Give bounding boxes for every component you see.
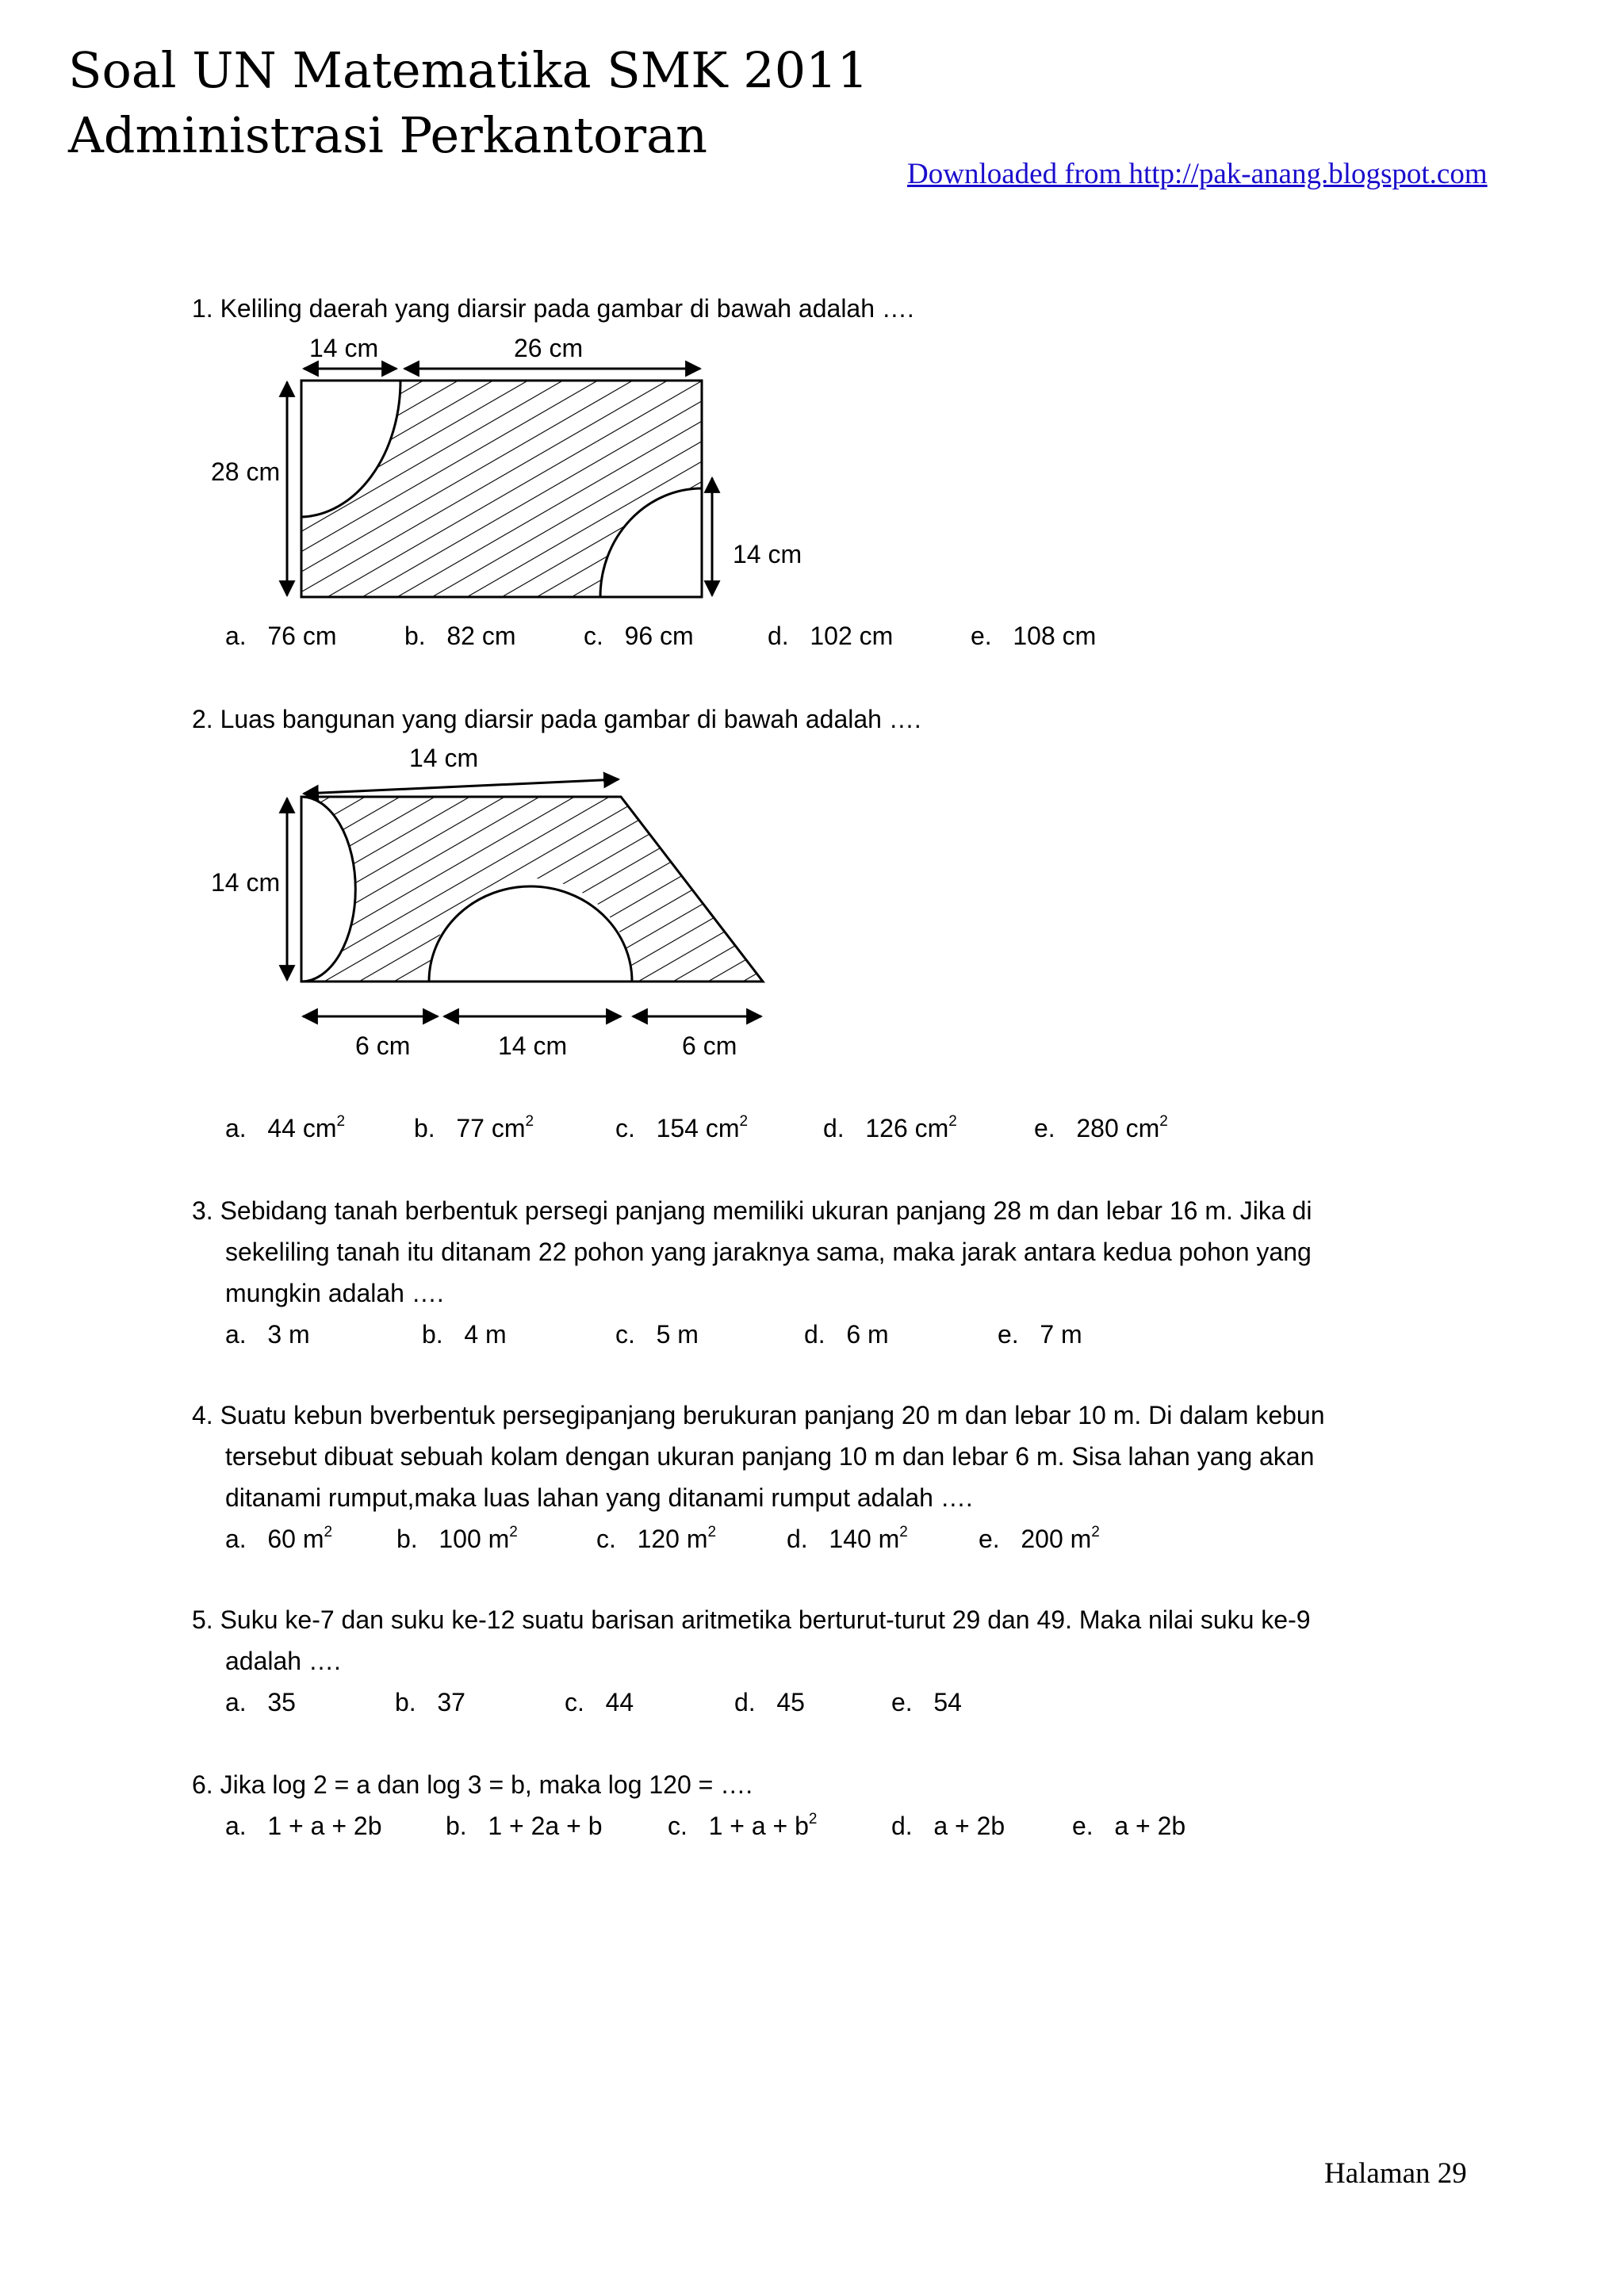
option-e[interactable]: e. 200 $m^2$ — [979, 1524, 1100, 1553]
option-b[interactable]: b. 100 $m^2$ — [396, 1524, 518, 1553]
question-4-line-3: ditanami rumput,maka luas lahan yang ditanami rumput adalah …. — [225, 1483, 973, 1512]
option-e[interactable]: e. 108 cm — [971, 622, 1097, 650]
question-6 — [192, 1772, 753, 1797]
option-c[interactable]: c. 96 cm — [584, 622, 694, 650]
page-number: Halaman 29 — [1324, 2157, 1467, 2190]
question-text: Suatu kebun bverbentuk persegipanjang berukuran panjang 20 m dan lebar 10 m. Di dalam kebun — [220, 1401, 1325, 1429]
figure-2-shaded-region — [301, 797, 763, 982]
fig1-label-top-left: 14 cm — [309, 334, 379, 362]
question-3-line-3: mungkin adalah …. — [225, 1279, 444, 1307]
option-d[interactable]: d. a + 2b — [891, 1812, 1005, 1840]
option-a[interactable]: a. 60 $m^2$ — [225, 1524, 333, 1553]
question-4-line-2: tersebut dibuat sebuah kolam dengan ukuran panjang 10 m dan lebar 6 m. Sisa lahan yang akan — [225, 1442, 1315, 1471]
option-c[interactable]: c. 5 m — [615, 1320, 699, 1349]
option-e[interactable]: e. a + 2b — [1072, 1812, 1186, 1840]
question-5 — [192, 1607, 1311, 1632]
question-2 — [192, 706, 921, 732]
option-a[interactable]: a. 76 cm — [225, 622, 337, 650]
fig2-label-bottom-left: 6 cm — [355, 1031, 411, 1060]
download-link[interactable]: Downloaded from http://pak-anang.blogspot.com — [907, 158, 1488, 190]
question-text: Jika log 2 = a dan log 3 = b, maka log 120 = …. — [220, 1770, 753, 1799]
question-number: 6. — [192, 1770, 213, 1799]
option-d[interactable]: d. 45 — [734, 1688, 805, 1716]
option-b[interactable]: b. 1 + 2a + b — [446, 1812, 603, 1840]
question-text: Suku ke-7 dan suku ke-12 suatu barisan aritmetika berturut-turut 29 dan 49. Maka nilai suku ke-9 — [220, 1605, 1311, 1634]
fig1-label-right: 14 cm — [733, 540, 802, 568]
option-d[interactable]: d. 126 $cm^2$ — [823, 1113, 957, 1142]
option-e[interactable]: e. 7 m — [998, 1320, 1082, 1349]
option-c[interactable]: c. $1 + a + b^2$ — [668, 1811, 818, 1840]
fig1-label-top-right: 26 cm — [514, 334, 584, 362]
question-number: 4. — [192, 1401, 213, 1429]
question-5-line-2: adalah …. — [225, 1647, 341, 1675]
question-number: 5. — [192, 1605, 213, 1634]
option-d[interactable]: d. 102 cm — [768, 622, 894, 650]
question-text: Keliling daerah yang diarsir pada gambar di bawah adalah …. — [220, 294, 914, 323]
question-3-line-2: sekeliling tanah itu ditanam 22 pohon yang jaraknya sama, maka jarak antara kedua pohon yang — [225, 1238, 1312, 1266]
doc-subtitle: Administrasi Perkantoran — [68, 106, 708, 164]
option-d[interactable]: d. 140 $m^2$ — [787, 1524, 908, 1553]
option-e[interactable]: e. 54 — [891, 1688, 962, 1716]
option-d[interactable]: d. 6 m — [804, 1320, 889, 1349]
option-b[interactable]: b. 82 cm — [404, 622, 516, 650]
option-a[interactable]: a. 3 m — [225, 1320, 310, 1349]
question-number: 3. — [192, 1196, 213, 1225]
fig2-label-left: 14 cm — [211, 868, 281, 897]
figure-2-trapezoid — [287, 779, 763, 1016]
question-text: Sebidang tanah berbentuk persegi panjang memiliki ukuran panjang 28 m dan lebar 16 m. Jika di — [220, 1196, 1312, 1225]
option-c[interactable]: c. 154 $cm^2$ — [615, 1113, 749, 1142]
fig2-label-top: 14 cm — [409, 744, 479, 772]
option-c[interactable]: c. 44 — [565, 1688, 634, 1716]
question-number: 1. — [192, 294, 213, 323]
doc-title: Soal UN Matematika SMK 2011 — [68, 41, 869, 99]
question-4 — [192, 1402, 1325, 1428]
option-b[interactable]: b. 37 — [395, 1688, 465, 1716]
option-b[interactable]: b. 4 m — [422, 1320, 507, 1349]
fig2-label-bottom-mid: 14 cm — [498, 1031, 568, 1060]
fig2-label-bottom-right: 6 cm — [682, 1031, 737, 1060]
option-a[interactable]: a. 35 — [225, 1688, 296, 1716]
option-a[interactable]: a. 44 $cm^2$ — [225, 1113, 346, 1142]
question-number: 2. — [192, 705, 213, 733]
option-b[interactable]: b. 77 $cm^2$ — [414, 1113, 534, 1142]
question-text: Luas bangunan yang diarsir pada gambar di bawah adalah …. — [220, 705, 921, 733]
figure-1-rectangle — [287, 369, 712, 597]
option-c[interactable]: c. 120 $m^2$ — [596, 1524, 717, 1553]
option-e[interactable]: e. 280 $cm^2$ — [1034, 1113, 1168, 1142]
question-3 — [192, 1198, 1312, 1223]
option-a[interactable]: a. 1 + a + 2b — [225, 1812, 382, 1840]
fig1-label-left: 28 cm — [211, 457, 281, 486]
